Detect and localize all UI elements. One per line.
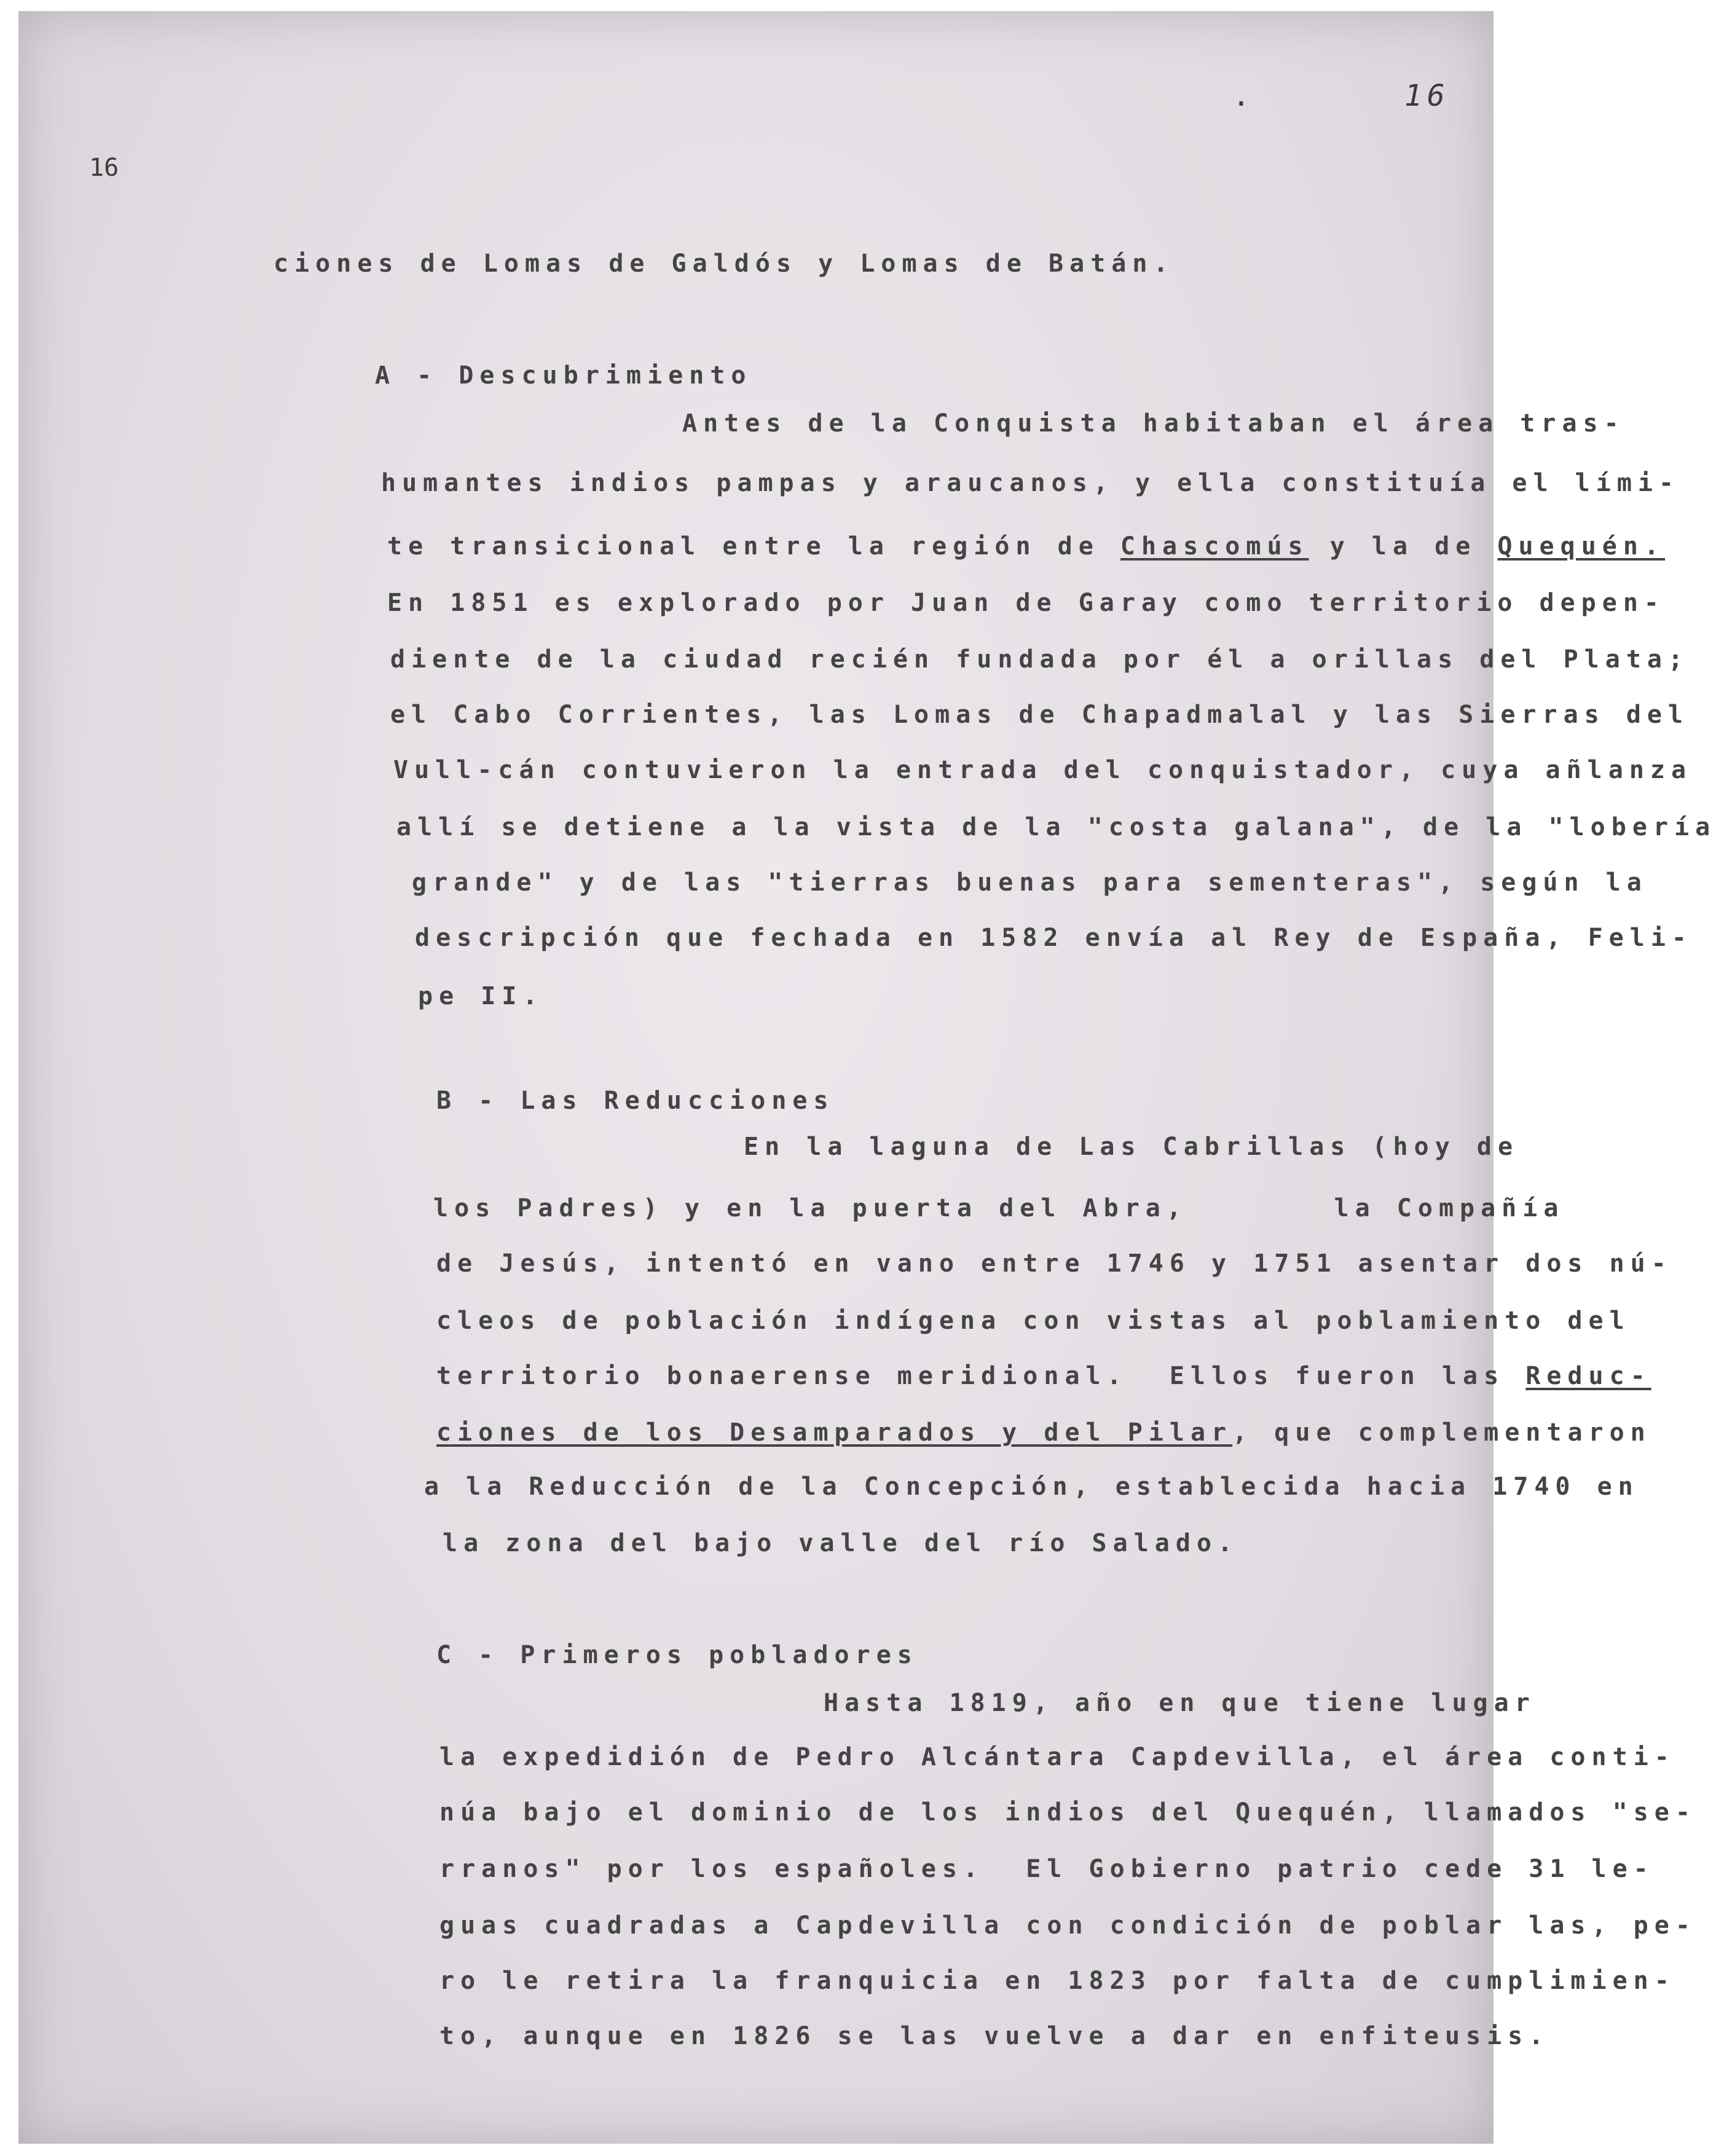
section-a-line: te transicional entre la región de Chascomús y la de Quequén. bbox=[387, 532, 1666, 561]
intro-line: ciones de Lomas de Galdós y Lomas de Batán. bbox=[274, 250, 1175, 278]
section-b-line: de Jesús, intentó en vano entre 1746 y 1751 asentar dos nú- bbox=[436, 1249, 1672, 1278]
section-b-line: En la laguna de Las Cabrillas (hoy de bbox=[744, 1133, 1519, 1161]
stray-dot: . bbox=[1232, 79, 1250, 113]
section-b-line: territorio bonaerense meridional. Ellos fueron las Reduc- bbox=[436, 1362, 1651, 1390]
section-a-line: pe II. bbox=[418, 982, 544, 1010]
section-a-line: Vull-cán contuvieron la entrada del conquistador, cuya añlanza bbox=[393, 756, 1693, 784]
section-c-line: guas cuadradas a Capdevilla con condición de poblar las, pe- bbox=[439, 1911, 1696, 1940]
section-b-heading: B - Las Reducciones bbox=[436, 1087, 835, 1115]
section-a-line: diente de la ciudad recién fundada por él a orillas del Plata; bbox=[390, 645, 1690, 674]
section-a-line: grande" y de las "tierras buenas para sementeras", según la bbox=[412, 868, 1648, 897]
section-b-line: ciones de los Desamparados y del Pilar, que complementaron bbox=[436, 1418, 1651, 1447]
section-c-line: rranos" por los españoles. El Gobierno patrio cede 31 le- bbox=[439, 1855, 1655, 1883]
section-b-line: a la Reducción de la Concepción, establecida hacia 1740 en bbox=[424, 1473, 1639, 1501]
section-c-heading: C - Primeros pobladores bbox=[436, 1641, 918, 1669]
section-b-line: cleos de población indígena con vistas al poblamiento del bbox=[436, 1307, 1631, 1335]
section-a-heading: A - Descubrimiento bbox=[375, 361, 752, 390]
section-a-line: Antes de la Conquista habitaban el área tras- bbox=[682, 409, 1625, 438]
section-a-line: En 1851 es explorado por Juan de Garay como territorio depen- bbox=[387, 589, 1666, 617]
section-a-line: el Cabo Corrientes, las Lomas de Chapadmalal y las Sierras del bbox=[390, 701, 1690, 729]
section-a-line: descripción que fechada en 1582 envía al Rey de España, Feli- bbox=[415, 924, 1693, 952]
page-number-right: 16 bbox=[1404, 79, 1450, 113]
section-c-line: núa bajo el dominio de los indios del Quequén, llamados "se- bbox=[439, 1798, 1696, 1827]
section-c-line: to, aunque en 1826 se las vuelve a dar en enfiteusis. bbox=[439, 2022, 1550, 2050]
section-c-line: la expedidión de Pedro Alcántara Capdevilla, el área conti- bbox=[439, 1743, 1675, 1771]
section-b-line: los Padres) y en la puerta del Abra, la Compañía bbox=[433, 1194, 1565, 1222]
typewritten-page bbox=[18, 11, 1716, 2144]
section-a-line: humantes indios pampas y araucanos, y ella constituía el lími- bbox=[381, 469, 1680, 497]
section-c-line: ro le retira la franquicia en 1823 por falta de cumplimien- bbox=[439, 1967, 1675, 1995]
section-b-line: la zona del bajo valle del río Salado. bbox=[443, 1529, 1239, 1557]
section-c-line: Hasta 1819, año en que tiene lugar bbox=[824, 1689, 1536, 1717]
page-number-left: 16 bbox=[89, 154, 119, 182]
section-a-line: allí se detiene a la vista de la "costa galana", de la "lobería bbox=[396, 813, 1716, 841]
